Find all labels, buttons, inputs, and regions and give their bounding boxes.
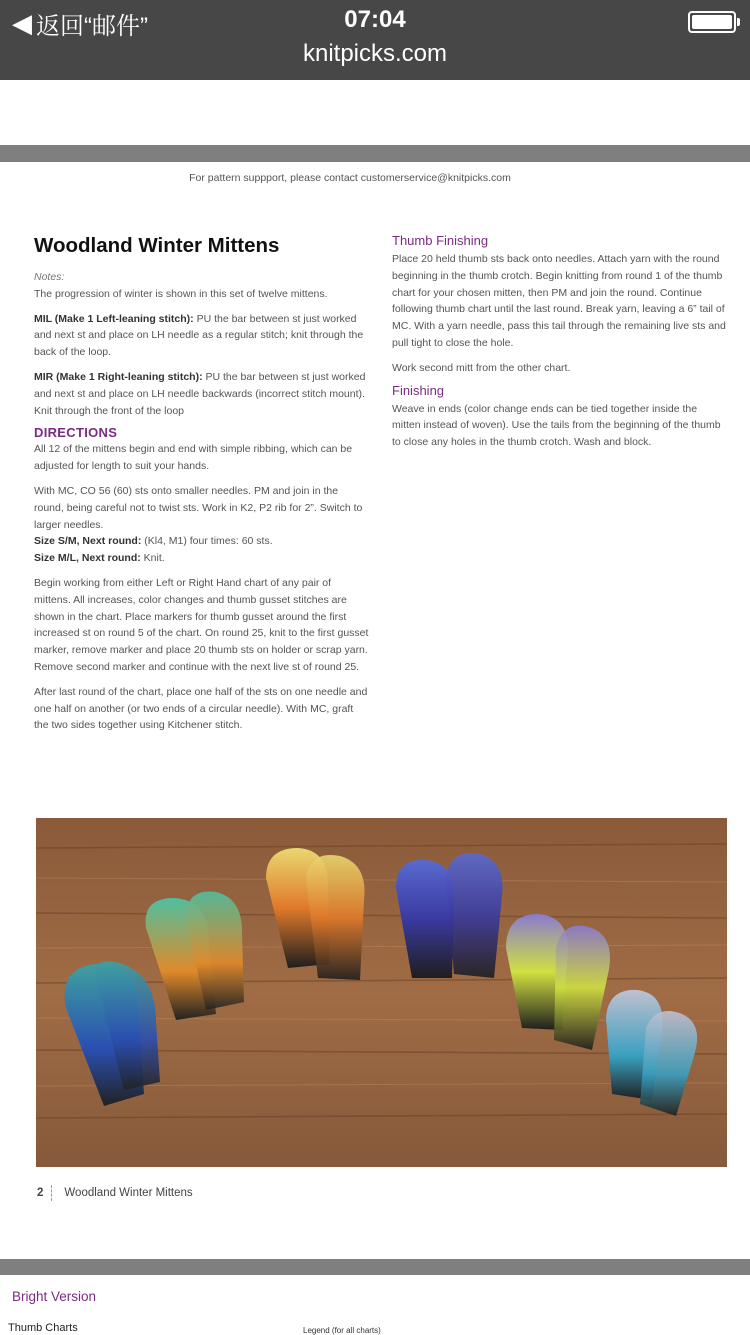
right-column xyxy=(392,233,727,459)
page-footer xyxy=(37,1185,193,1201)
clock: 07:04 xyxy=(344,6,406,33)
back-label: 返回“邮件” xyxy=(36,13,148,40)
bright-version-heading: Bright Version xyxy=(12,1289,97,1304)
page-gap xyxy=(0,145,750,162)
thumb-finishing-heading: Thumb Finishing xyxy=(392,233,489,248)
directions-paragraph-2: With MC, CO 56 (60) sts onto smaller needles. PM and join in the round, being careful not to twist sts. Work in K2, P2 rib for 2”. Switch to larger needles. xyxy=(34,484,363,531)
legend-label: Legend (for all charts) xyxy=(303,1326,381,1335)
thumb-paragraph-1: Place 20 held thumb sts back onto needles. Attach yarn with the round beginning in the thumb crotch. Begin knitting from round 1 of the thumb chart for your chosen mitten, then PM and join the round. Continue following thumb chart until the last round. Break yarn, leaving a 6” tail of MC. With a yarn needle, pass this tail through the remaining live sts and pull tight to close the hole. xyxy=(392,253,726,349)
url-bar[interactable]: knitpicks.com xyxy=(302,40,448,67)
thumb-charts-label: Thumb Charts xyxy=(8,1322,78,1334)
finishing-heading: Finishing xyxy=(392,382,445,398)
mir-definition xyxy=(34,369,369,419)
size-sm-text: (Kl4, M1) four times: 60 sts. xyxy=(141,535,273,548)
mil-text: PU the bar between st just worked and next st and place on LH needle as a regular stitch; knit through the back of the loop. xyxy=(34,312,364,359)
chevron-left-icon: ◀ xyxy=(12,8,32,38)
mil-definition xyxy=(34,311,369,361)
notes-text: The progression of winter is shown in this set of twelve mittens. xyxy=(34,287,328,300)
notes-label: Notes: xyxy=(34,271,65,283)
mil-term: MIL (Make 1 Left-leaning stitch): xyxy=(34,312,194,325)
size-ml-line xyxy=(34,550,369,567)
size-ml-term: Size M/L, Next round: xyxy=(34,552,141,565)
footer-title: Woodland Winter Mittens xyxy=(64,1187,193,1199)
directions-paragraph-1: All 12 of the mittens begin and end with simple ribbing, which can be adjusted for length to suit your hands. xyxy=(34,443,353,473)
mir-term: MIR (Make 1 Right-leaning stitch): xyxy=(34,370,203,383)
mir-text: PU the bar between st just worked and next st and place on LH needle backwards (incorrect stitch mount). Knit through the front of the loop xyxy=(34,370,366,417)
thumb-paragraph-2: Work second mitt from the other chart. xyxy=(392,361,571,374)
directions-heading: DIRECTIONS xyxy=(34,425,118,441)
footer-divider xyxy=(51,1185,52,1201)
size-sm-term: Size S/M, Next round: xyxy=(34,535,142,548)
left-column xyxy=(34,233,369,742)
finishing-paragraph: Weave in ends (color change ends can be tied together inside the mitten instead of woven). Use the tails from the beginning of the thumb to close any holes in the thumb crotch. Wash and block. xyxy=(392,402,721,449)
size-ml-text: Knit. xyxy=(140,552,165,565)
page-number: 2 xyxy=(37,1187,44,1199)
battery-icon xyxy=(688,11,736,33)
support-line: For pattern suppport, please contact customerservice@knitpicks.com xyxy=(189,172,511,184)
directions-paragraph-3: Begin working from either Left or Right Hand chart of any pair of mittens. All increases, color changes and thumb gusset stitches are shown in the chart. Place markers for thumb gusset around the first increased st on round 5 of the chart. On round 25, knit to the first gusset marker, remove marker and place 20 thumb sts on holder or scrap yarn. Remove second marker and continue with the next live st of round 25. xyxy=(34,576,369,673)
size-sm-line xyxy=(34,533,369,550)
status-bar xyxy=(0,0,750,80)
page-gap-bottom xyxy=(0,1259,750,1275)
page-title: Woodland Winter Mittens xyxy=(34,234,280,257)
directions-paragraph-4: After last round of the chart, place one half of the sts on one needle and one half on another (or two ends of a circular needle). With MC, graft the two sides together using Kitchener stitch. xyxy=(34,685,368,732)
mittens-photo xyxy=(36,818,727,1167)
